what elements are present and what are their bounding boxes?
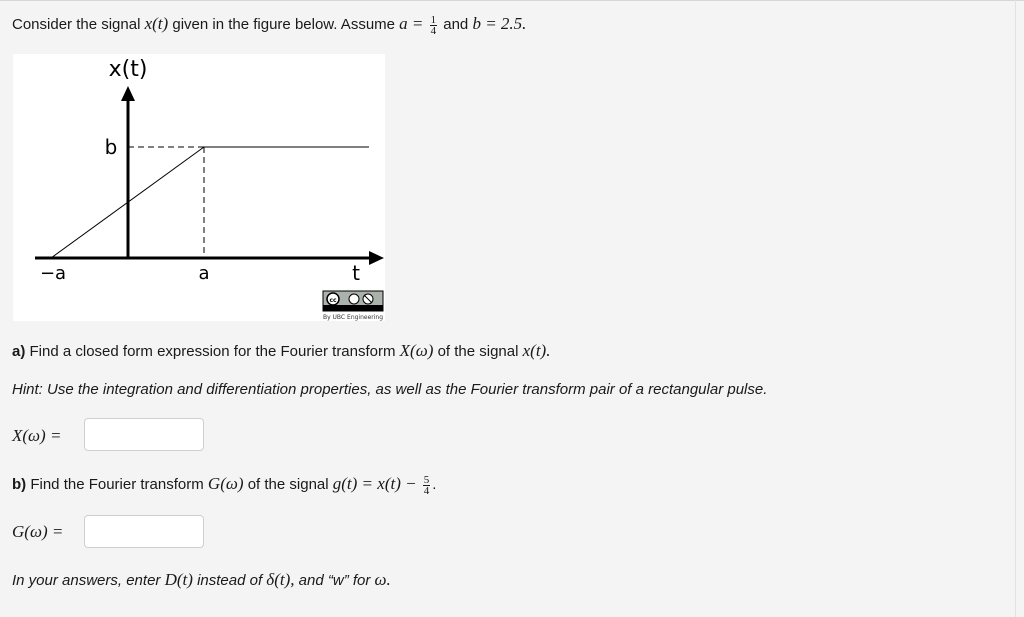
t-label: t (352, 261, 360, 285)
intro-a-fraction (430, 15, 438, 36)
intro-signal: x(t) (144, 14, 169, 33)
g-omega-answer-input[interactable] (84, 515, 204, 548)
signal-plot (13, 54, 385, 321)
right-border (1015, 0, 1016, 617)
y-axis-label: x(t) (108, 57, 148, 82)
part-b-answer-label: G(ω) = (12, 522, 64, 541)
footer-text-3: and “w” for (298, 572, 371, 589)
part-a-signal: x(t). (522, 341, 551, 360)
b-label: b (104, 135, 118, 159)
intro-prefix: Consider the signal (12, 16, 141, 33)
part-a-text: Find a closed form expression for the Fourier transform (29, 343, 396, 360)
y-axis-arrow (121, 86, 135, 101)
intro-and: and (443, 16, 469, 33)
part-a-question (12, 341, 550, 361)
credit-text: By UBC Engineering (322, 314, 384, 321)
a-label: a (198, 263, 210, 284)
part-b-of-the-signal: of the signal (247, 476, 329, 493)
cc-icon-text: cc (329, 297, 337, 304)
top-border (0, 0, 1024, 1)
intro-b-eq: b = 2.5. (472, 14, 527, 33)
cc-badge-strip (323, 305, 383, 311)
signal-figure (13, 54, 385, 321)
neg-a-label: −a (39, 263, 67, 284)
part-a-of-the-signal: of the signal (437, 343, 519, 360)
by-icon (349, 294, 359, 304)
x-omega-answer-input[interactable] (84, 418, 204, 451)
part-a-label: a) (12, 343, 26, 360)
answer-instructions (12, 570, 391, 590)
part-a-answer-label: X(ω) = (12, 426, 62, 445)
a-frac-num: 1 (430, 13, 437, 26)
part-b-label: b) (12, 476, 27, 493)
b-frac-den: 4 (423, 484, 430, 497)
footer-dirac-d: D(t) (164, 570, 193, 589)
intro-middle: given in the figure below. Assume (172, 16, 395, 33)
part-a-hint: Hint: Use the integration and differentiation properties, as well as the Fourier transform pair of a rectangular pulse. (12, 381, 768, 398)
part-b-text: Find the Fourier transform (30, 476, 204, 493)
part-b-fraction (423, 475, 431, 496)
intro-line (12, 14, 526, 36)
part-b-period: . (432, 476, 437, 493)
a-frac-den: 4 (430, 24, 437, 37)
intro-a-eq: a = (399, 14, 424, 33)
footer-delta: δ(t), (266, 570, 295, 589)
part-a-symbol: X(ω) (399, 341, 434, 360)
b-frac-num: 5 (423, 473, 430, 486)
part-b-equation: g(t) = x(t) − (332, 474, 417, 493)
part-b-symbol: G(ω) (207, 474, 244, 493)
footer-text-1: In your answers, enter (12, 572, 161, 589)
part-b-question (12, 474, 436, 496)
footer-omega: ω. (374, 570, 391, 589)
footer-text-2: instead of (197, 572, 263, 589)
cc-license-badge (323, 291, 383, 311)
x-axis-arrow (369, 251, 384, 265)
